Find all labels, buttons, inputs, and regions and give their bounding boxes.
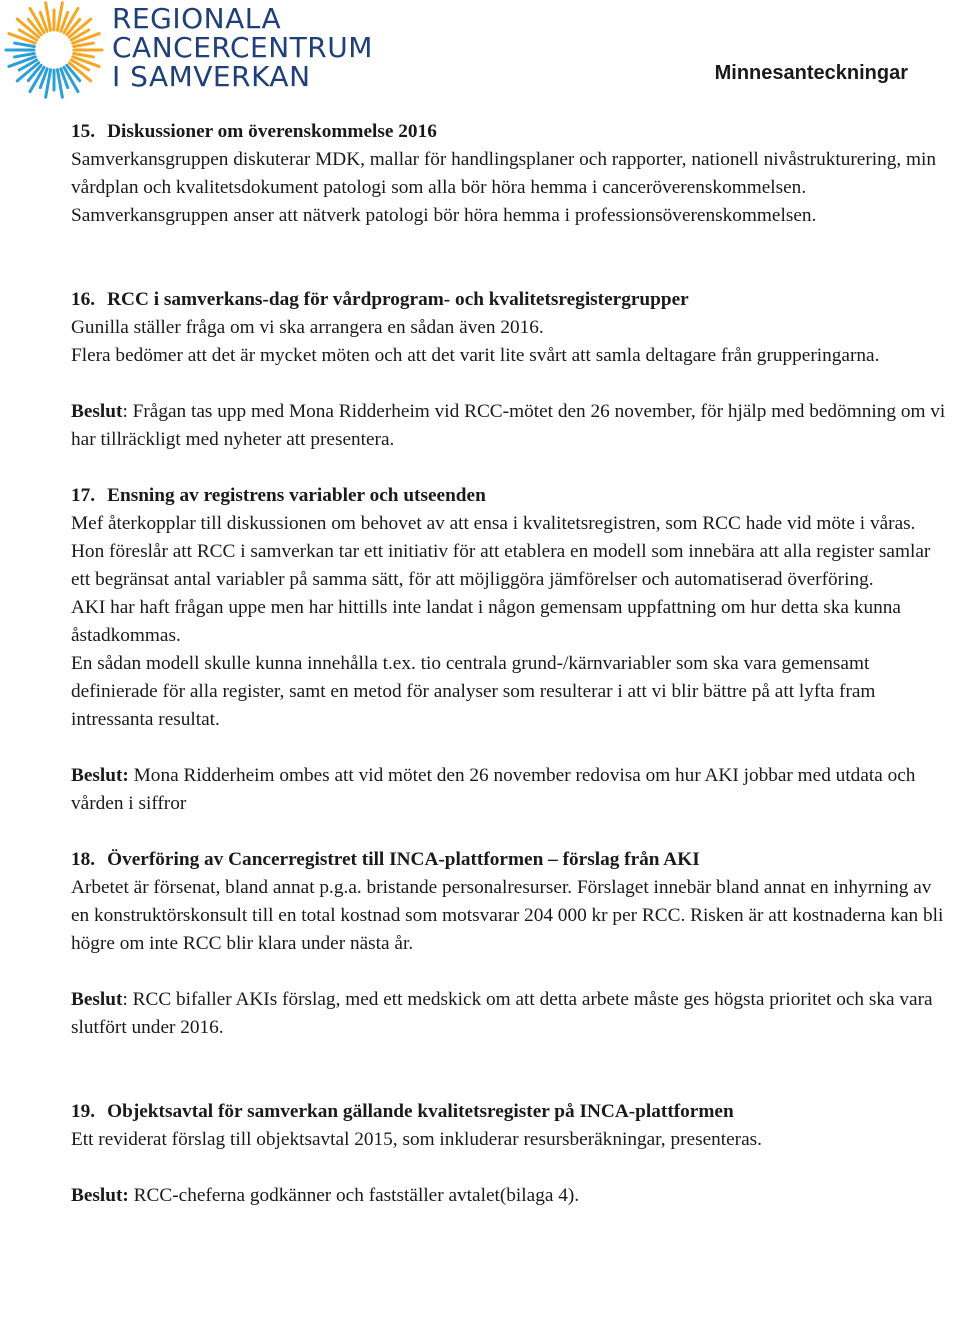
document-body (71, 118, 951, 1210)
decision-label: Beslut (71, 401, 123, 422)
decision (71, 398, 951, 454)
section-15 (71, 118, 951, 230)
section-16 (71, 286, 951, 454)
paragraph: Flera bedömer att det är mycket möten och att det varit lite svårt att samla deltagare från grupperingarna. (71, 345, 880, 366)
decision-text: : RCC bifaller AKIs förslag, med ett medskick om att detta arbete måste ges högsta prioritet och ska vara slutfört under 2016. (71, 989, 933, 1038)
section-number: 17. (71, 485, 96, 506)
decision (71, 1182, 951, 1210)
section-title: RCC i samverkans-dag för vårdprogram- och kvalitetsregistergrupper (107, 289, 689, 310)
decision-label: Beslut (71, 989, 123, 1010)
logo-ray (74, 53, 94, 56)
section-heading (71, 1098, 951, 1126)
logo-line-3: I SAMVERKAN (112, 60, 311, 93)
section-number: 16. (71, 289, 96, 310)
section-title: Ensning av registrens variabler och utseenden (107, 485, 486, 506)
logo-ray (74, 43, 94, 46)
section-heading (71, 118, 951, 146)
paragraph: Gunilla ställer fråga om vi ska arrangera en sådan även 2016. (71, 317, 544, 338)
section-number: 19. (71, 1101, 96, 1122)
section-heading (71, 482, 951, 510)
logo-wordmark (112, 4, 373, 91)
decision-label: Beslut: (71, 1185, 129, 1206)
paragraph: Ett reviderat förslag till objektsavtal 2015, som inkluderar resursberäkningar, presenteras. (71, 1129, 762, 1150)
decision-text: : Frågan tas upp med Mona Ridderheim vid RCC-mötet den 26 november, för hjälp med bedömning om vi har tillräckligt med nyheter att presentera. (71, 401, 946, 450)
section-title: Objektsavtal för samverkan gällande kvalitetsregister på INCA-plattformen (107, 1101, 734, 1122)
section-title: Överföring av Cancerregistret till INCA-plattformen – förslag från AKI (107, 849, 700, 870)
logo-line-2: CANCERCENTRUM (112, 31, 373, 64)
logo-ray (15, 43, 35, 46)
paragraph: Arbetet är försenat, bland annat p.g.a. bristande personalresurser. Förslaget innebär bland annat en inhyrning av en konstruktörskonsult till en total kostnad som motsvarar 204 000 kr per RCC. Risken är att kostnaderna kan bli högre om inte RCC blir klara under nästa år. (71, 877, 944, 954)
logo-ray (15, 53, 35, 56)
sunburst-logo-icon (2, 0, 106, 100)
section-heading (71, 846, 951, 874)
section-number: 18. (71, 849, 96, 870)
decision-text: RCC-cheferna godkänner och fastställer avtalet(bilaga 4). (128, 1185, 580, 1206)
decision (71, 986, 951, 1042)
page-header (0, 0, 960, 110)
paragraph: En sådan modell skulle kunna innehålla t.ex. tio centrala grund-/kärnvariabler som ska vara gemensamt definierade för alla register, samt en metod för analyser som resulterar i att vi blir bättre på att lyfta fram intressanta resultat. (71, 653, 876, 730)
document-type-label: Minnesanteckningar (714, 62, 908, 84)
decision-label: Beslut: (71, 765, 129, 786)
decision-text: Mona Ridderheim ombes att vid mötet den 26 november redovisa om hur AKI jobbar med utdata och vården i siffror (71, 765, 916, 814)
logo-line-1: REGIONALA (112, 2, 282, 35)
section-heading (71, 286, 951, 314)
section-number: 15. (71, 121, 96, 142)
rcc-logo (2, 0, 373, 100)
paragraph: AKI har haft frågan uppe men har hittills inte landat i någon gemensam uppfattning om hur detta ska kunna åstadkommas. (71, 597, 901, 646)
section-18 (71, 846, 951, 1042)
paragraph: Mef återkopplar till diskussionen om behovet av att ensa i kvalitetsregistren, som RCC hade vid möte i våras. Hon föreslår att RCC i samverkan tar ett initiativ för att etablera en modell som innebära att alla register samlar ett begränsat antal variabler på samma sätt, för att möjliggöra jämförelser och automatiserad överföring. (71, 513, 931, 590)
section-17 (71, 482, 951, 818)
paragraph: Samverkansgruppen anser att nätverk patologi bör höra hemma i professionsöverenskommelsen. (71, 205, 817, 226)
section-title: Diskussioner om överenskommelse 2016 (107, 121, 437, 142)
section-19 (71, 1098, 951, 1210)
paragraph: Samverkansgruppen diskuterar MDK, mallar för handlingsplaner och rapporter, nationell nivåstrukturering, min vårdplan och kvalitetsdokument patologi som alla bör höra hemma i canceröverenskommelsen. (71, 149, 937, 198)
decision (71, 762, 951, 818)
